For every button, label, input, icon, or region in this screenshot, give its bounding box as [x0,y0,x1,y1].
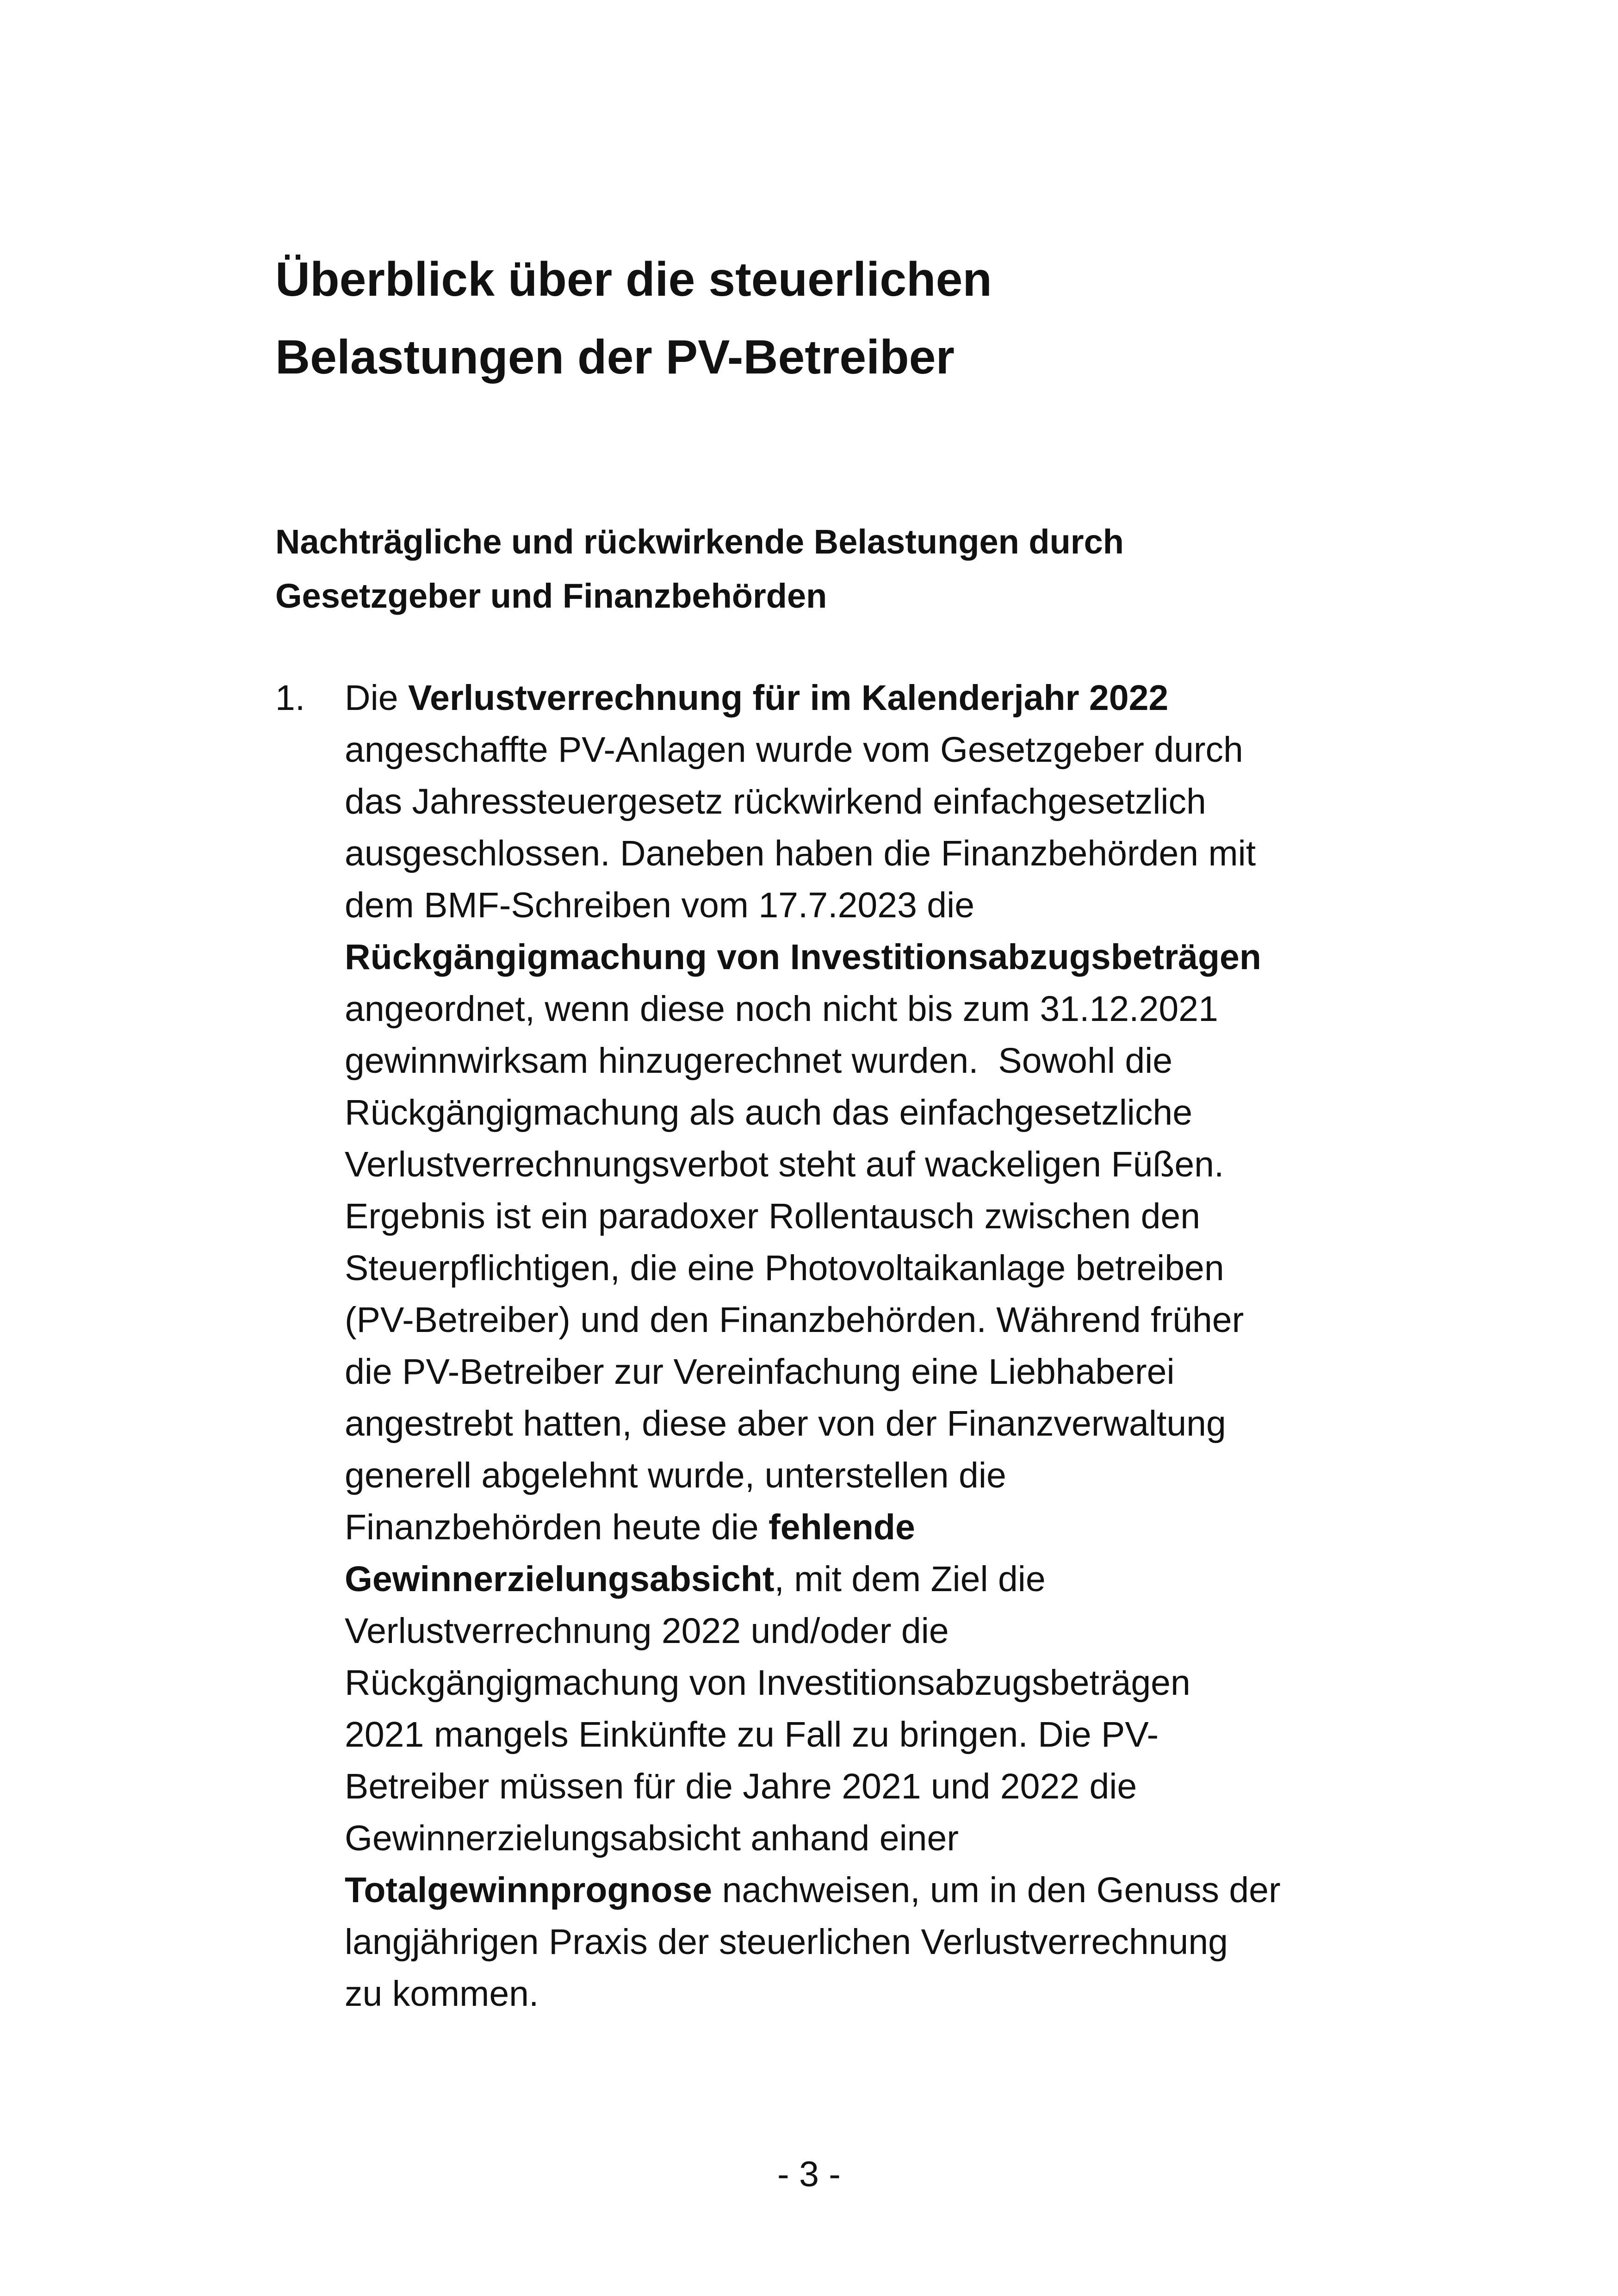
text-line-24-end: nachweisen, um in den Genuss der [712,1870,1281,1910]
bold-term-gewinnerzielungsabsicht: Gewinnerzielungsabsicht [345,1559,775,1599]
text-line-12: Steuerpflichtigen, die eine Photovoltaikanlage betreiben [345,1248,1224,1288]
text-line-15: angestrebt hatten, diese aber von der Finanzverwaltung [345,1404,1226,1444]
text-line-20: Rückgängigmachung von Investitionsabzugsbeträgen [345,1663,1190,1703]
section-heading-line-2: Gesetzgeber und Finanzbehörden [275,577,827,615]
text-line-14: die PV-Betreiber zur Vereinfachung eine Liebhaberei [345,1352,1175,1392]
page-title-line-2: Belastungen der PV-Betreiber [275,330,955,384]
section-heading [275,515,1386,623]
text-line-18 [345,1553,1386,1605]
bold-term-fehlende: fehlende [769,1507,915,1547]
bold-term-totalgewinnprognose: Totalgewinnprognose [345,1870,713,1910]
list-item-number: 1. [275,678,305,718]
bold-term-rueckgaengigmachung: Rückgängigmachung von Investitionsabzugsbeträgen [345,937,1261,977]
text-line-22: Betreiber müssen für die Jahre 2021 und 2022 die [345,1767,1137,1806]
text-line-1 [345,672,1386,724]
text-line-17 [345,1501,1386,1553]
page-number: - 3 - [777,2154,841,2194]
text-line-4: ausgeschlossen. Daneben haben die Finanzbehörden mit [345,834,1256,873]
text-line-18-end: , mit dem Ziel die [774,1559,1046,1599]
text-line-9: Rückgängigmachung als auch das einfachgesetzliche [345,1093,1193,1132]
text-line-3: das Jahressteuergesetz rückwirkend einfachgesetzlich [345,782,1206,821]
text-line-7: angeordnet, wenn diese noch nicht bis zum 31.12.2021 [345,989,1218,1029]
text-line-13: (PV-Betreiber) und den Finanzbehörden. Während früher [345,1300,1244,1340]
text-line-24 [345,1864,1386,1916]
text-line-26: zu kommen. [345,1974,539,2014]
text-line-10: Verlustverrechnungsverbot steht auf wackeligen Füßen. [345,1145,1224,1184]
bold-term-verlustverrechnung: Verlustverrechnung für im Kalenderjahr 2022 [408,678,1169,718]
text-line-2: angeschaffte PV-Anlagen wurde vom Gesetzgeber durch [345,730,1243,770]
text-line-11: Ergebnis ist ein paradoxer Rollentausch zwischen den [345,1196,1201,1236]
list-item-text [345,672,1386,2020]
page-title-line-1: Überblick über die steuerlichen [275,253,992,306]
page-title [275,241,1386,396]
text-line-1-start: Die [345,678,408,718]
text-line-25: langjährigen Praxis der steuerlichen Verlustverrechnung [345,1922,1228,1962]
text-line-8: gewinnwirksam hinzugerechnet wurden. Sowohl die [345,1041,1173,1081]
text-line-23: Gewinnerzielungsabsicht anhand einer [345,1818,959,1858]
section-heading-line-1: Nachträgliche und rückwirkende Belastungen durch [275,523,1124,561]
text-line-21: 2021 mangels Einkünfte zu Fall zu bringen. Die PV- [345,1715,1159,1755]
text-line-17-start: Finanzbehörden heute die [345,1507,769,1547]
text-line-16: generell abgelehnt wurde, unterstellen die [345,1456,1006,1495]
text-line-19: Verlustverrechnung 2022 und/oder die [345,1611,949,1651]
text-line-5: dem BMF-Schreiben vom 17.7.2023 die [345,885,975,925]
